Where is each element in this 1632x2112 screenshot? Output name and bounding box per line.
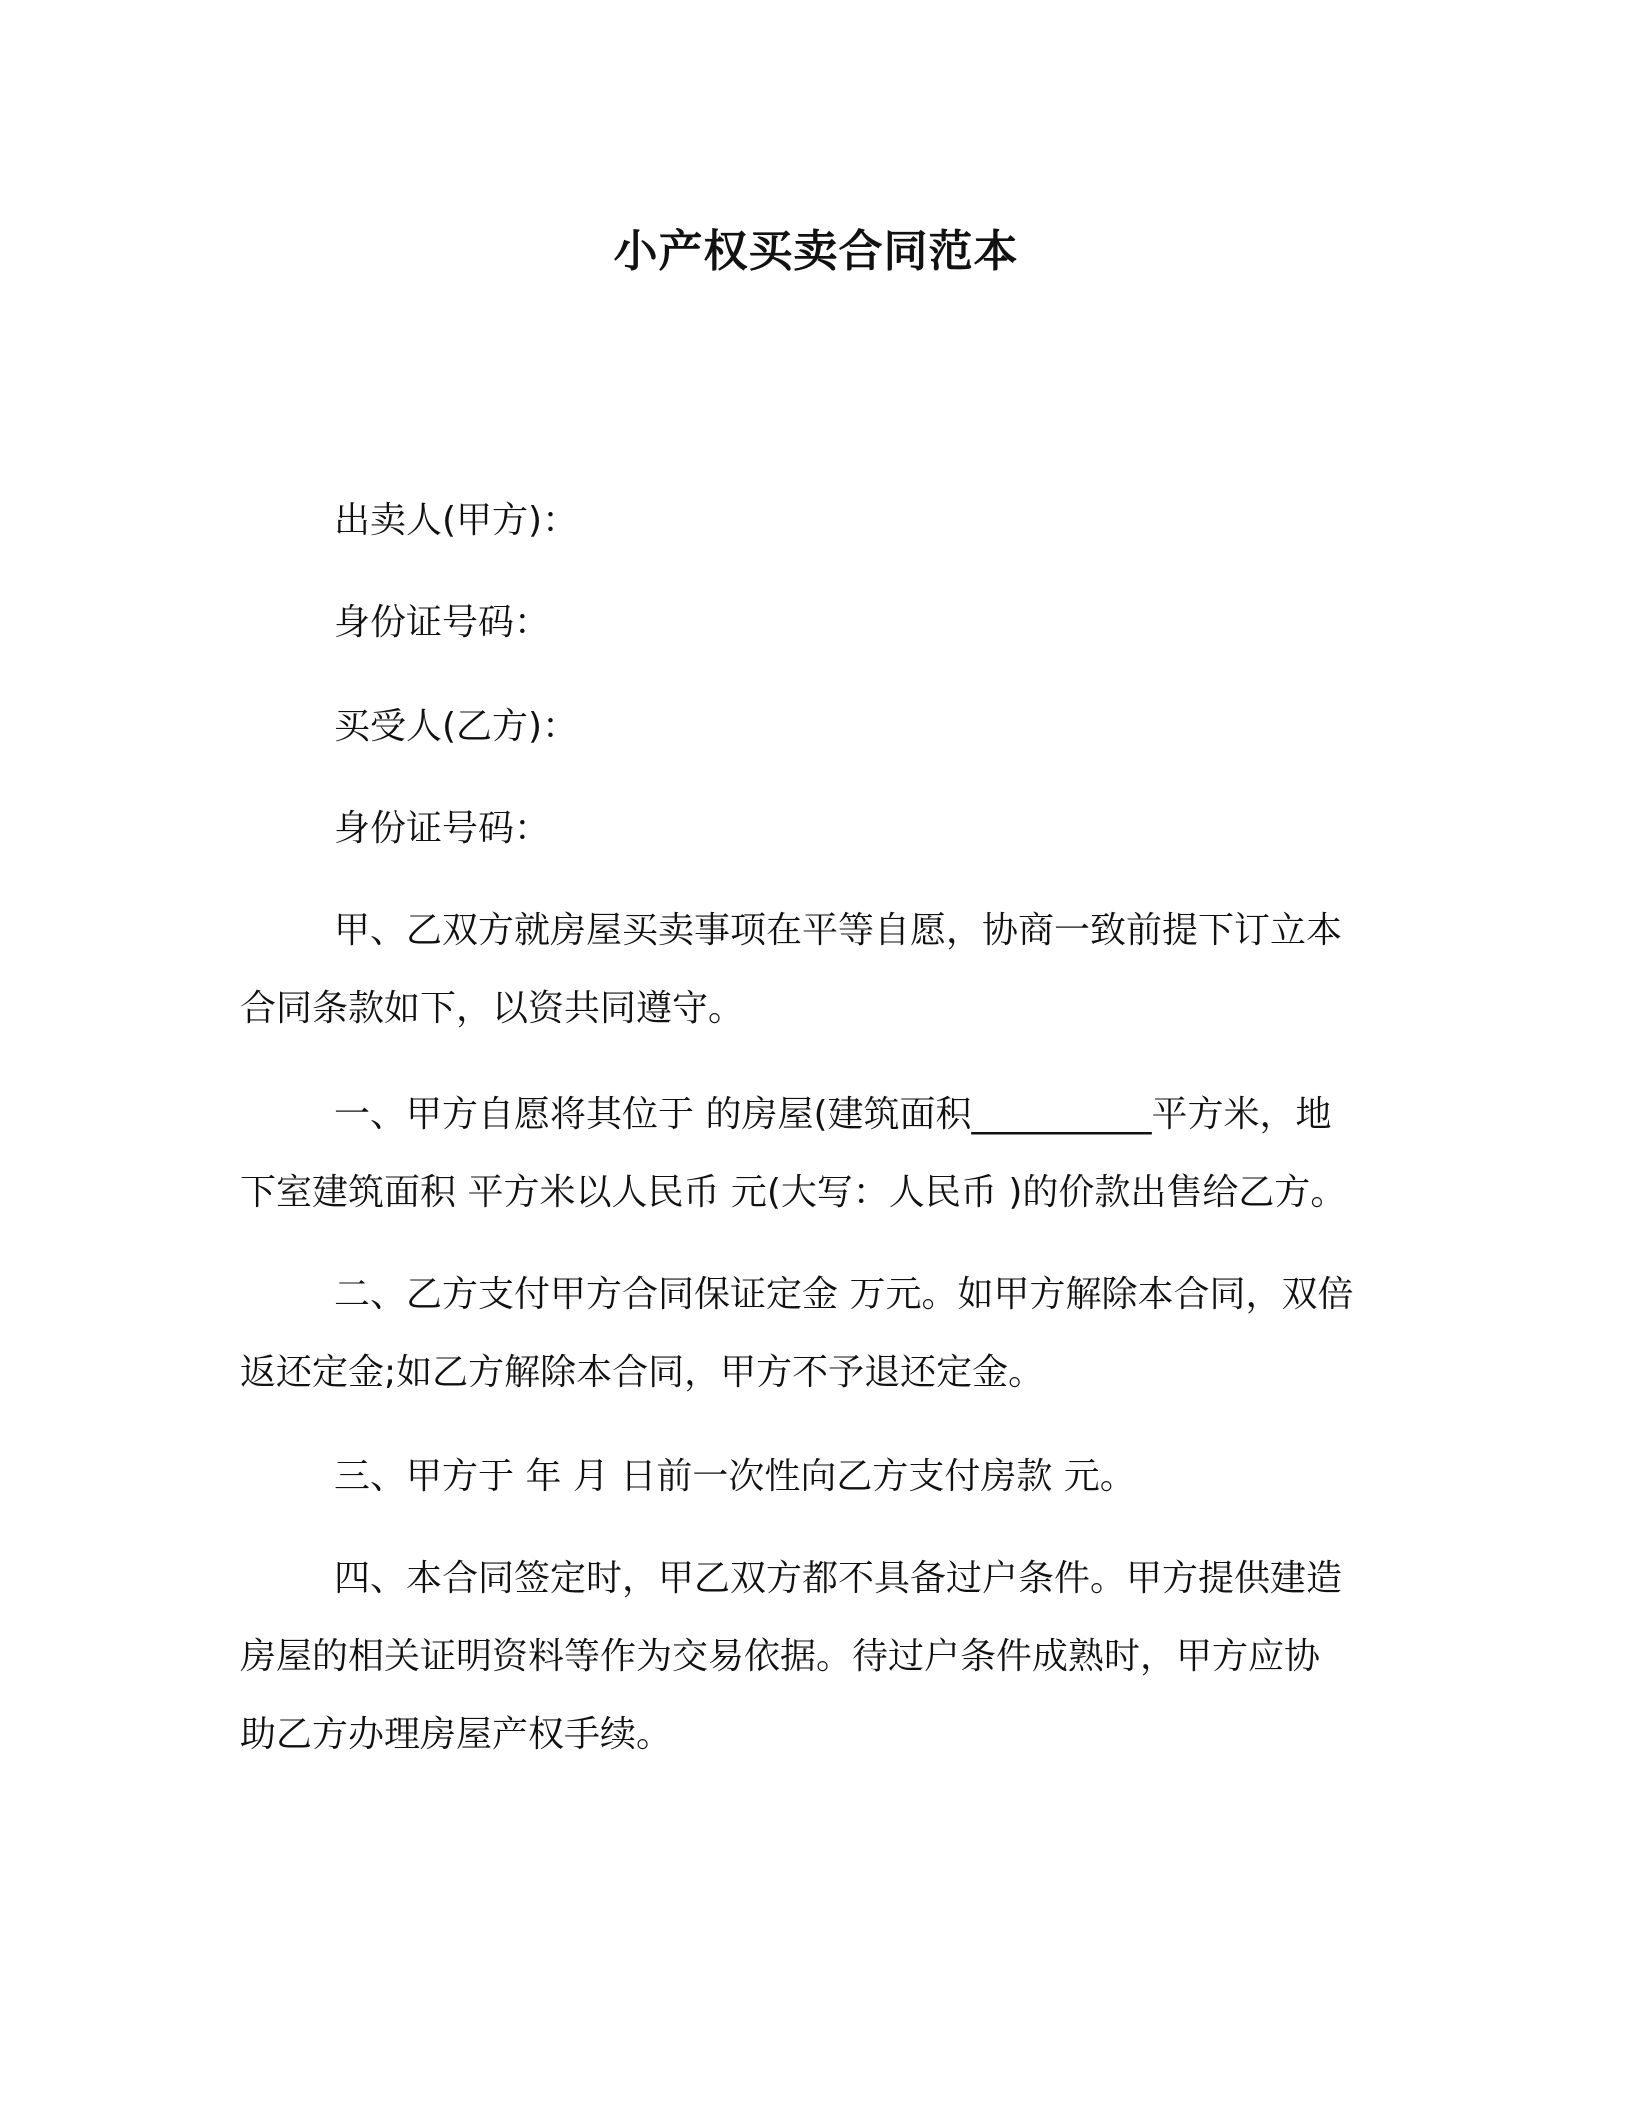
paragraph-line: 三、甲方于 年 月 日前一次性向乙方支付房款 元。 — [334, 1456, 1136, 1497]
paragraph-line: 房屋的相关证明资料等作为交易依据。待过户条件成熟时，甲方应协 — [240, 1636, 1321, 1677]
paragraph-line: 甲、乙双方就房屋买卖事项在平等自愿，协商一致前提下订立本 — [334, 910, 1343, 951]
paragraph-line: 四、本合同签定时，甲乙双方都不具备过户条件。甲方提供建造 — [334, 1558, 1343, 1599]
paragraph-line: 下室建筑面积 平方米以人民币 元(大写：人民币 )的价款出售给乙方。 — [240, 1172, 1347, 1213]
clause-2-paragraph — [240, 1256, 1390, 1412]
paragraph-line: 一、甲方自愿将其位于 的房屋(建筑面积__________平方米，地 — [334, 1094, 1332, 1135]
paragraph-line: 合同条款如下，以资共同遵守。 — [240, 988, 745, 1029]
clause-4-paragraph — [240, 1540, 1390, 1774]
buyer-field-label: 买受人(乙方)： — [334, 706, 579, 747]
clause-1-paragraph — [240, 1076, 1390, 1232]
buyer-id-field-label: 身份证号码： — [334, 808, 551, 849]
paragraph-line: 返还定金;如乙方解除本合同，甲方不予退还定金。 — [240, 1352, 1045, 1393]
intro-paragraph — [240, 892, 1390, 1048]
paragraph-line: 助乙方办理房屋产权手续。 — [240, 1714, 673, 1755]
seller-id-field-label: 身份证号码： — [334, 602, 551, 643]
clause-3-paragraph — [240, 1438, 1390, 1516]
seller-field-label: 出卖人(甲方)： — [334, 500, 579, 541]
document-title: 小产权买卖合同范本 — [613, 226, 1019, 277]
paragraph-line: 二、乙方支付甲方合同保证定金 万元。如甲方解除本合同，双倍 — [334, 1274, 1354, 1315]
